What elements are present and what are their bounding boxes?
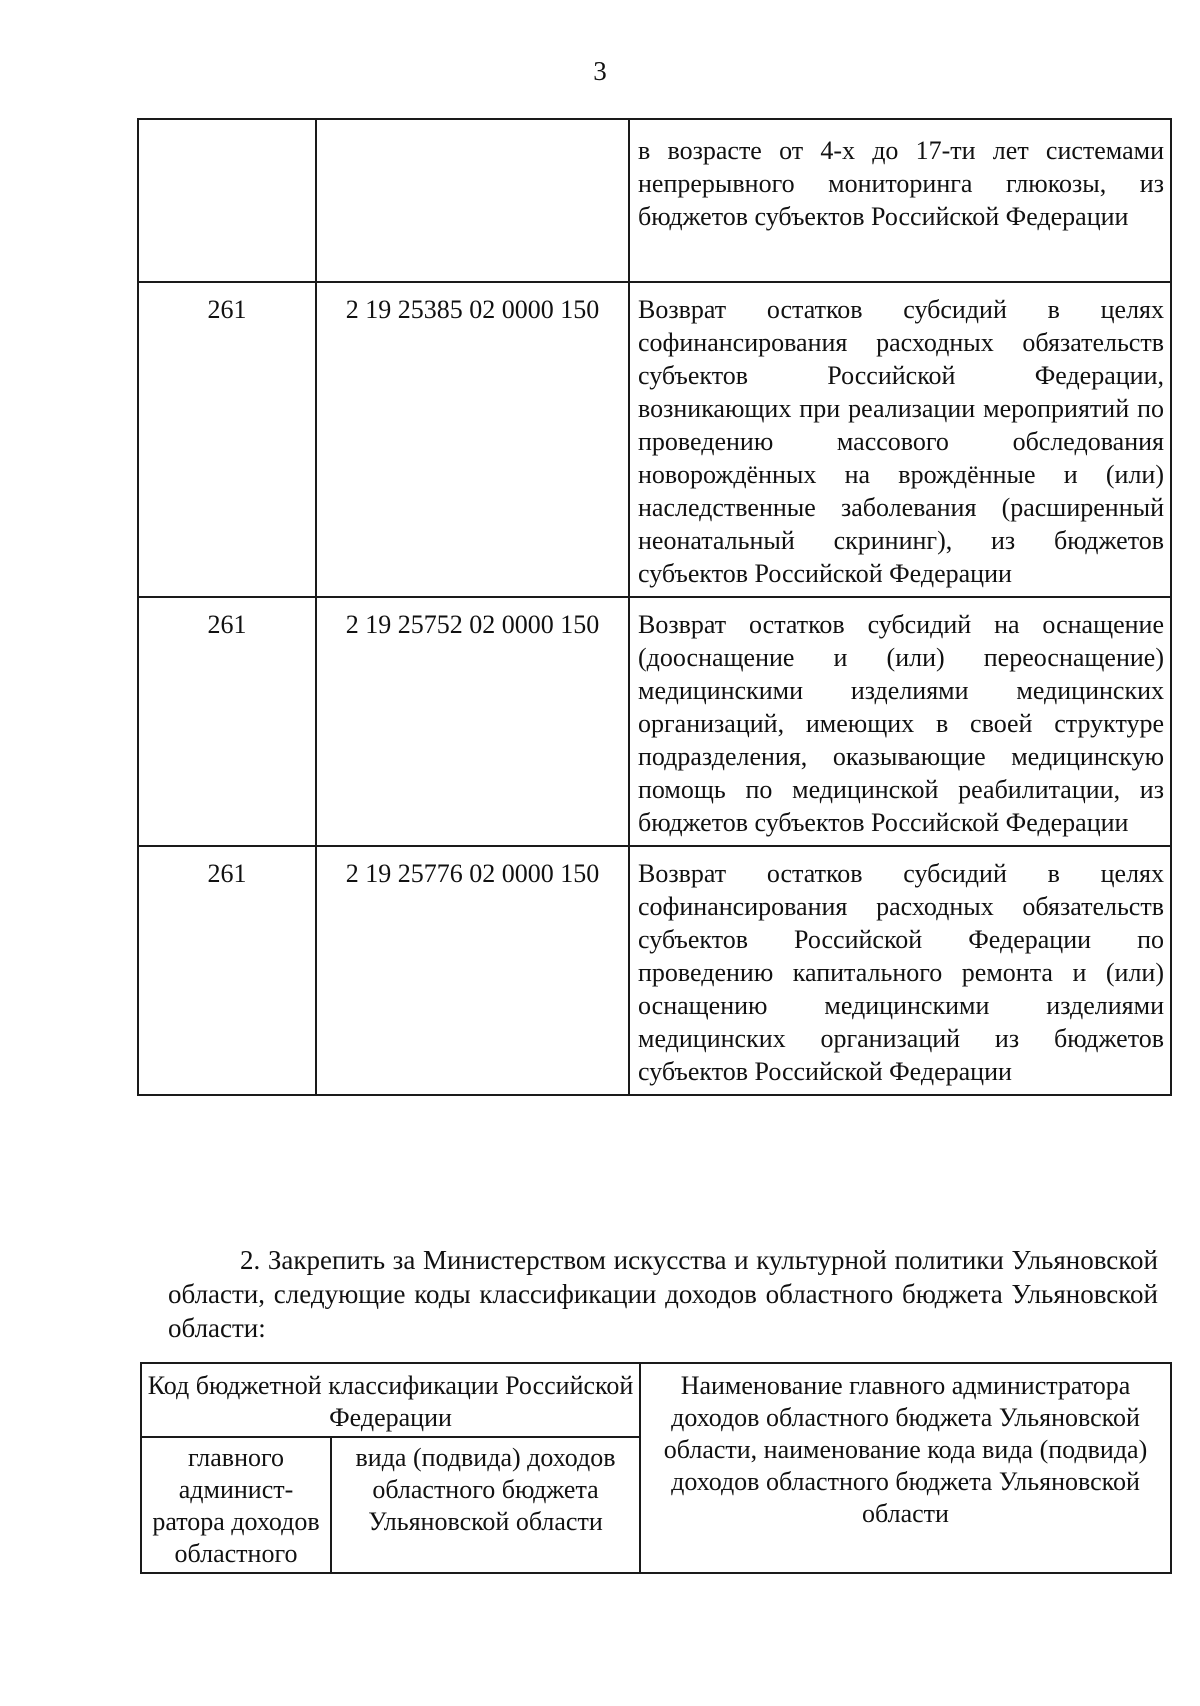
budget-code-cell: 2 19 25776 02 0000 150 [316,846,629,1095]
table-header-row [141,1363,1171,1437]
budget-code-cell: 2 19 25385 02 0000 150 [316,282,629,597]
admin-code-cell: 261 [138,597,316,846]
table-row [138,846,1171,1095]
clause-2-paragraph: 2. Закрепить за Министерством искусства и культурной политики Ульяновской области, следующие коды классификации доходов областного бюджета Ульяновской области: [168,1245,1158,1343]
table-row [138,597,1171,846]
table-row [138,282,1171,597]
admin-code-cell: 261 [138,282,316,597]
classification-header-table [140,1362,1172,1574]
budget-code-cell [316,119,629,282]
income-codes-table [137,118,1172,1096]
administrator-name-header: Наименование главного администратора доходов областного бюджета Ульяновской области, наименование кода вида (подвида) доходов областного бюджета Ульяновской области [640,1363,1171,1573]
budget-classification-header: Код бюджетной классификации Российской Федерации [141,1363,640,1437]
page-number: 3 [593,56,607,86]
admin-code-cell [138,119,316,282]
description-cell: Возврат остатков субсидий в целях софинансирования расходных обязательств субъектов Российской Федерации по проведению капитального ремонта и (или) оснащению медицинскими изделиями медицинских организаций из бюджетов субъектов Российской Федерации [629,846,1171,1095]
description-cell: Возврат остатков субсидий в целях софинансирования расходных обязательств субъектов Российской Федерации, возникающих при реализации мероприятий по проведению массового обследования новорождённых на врождённые и (или) наследственные заболевания (расширенный неонатальный скрининг), из бюджетов субъектов Российской Федерации [629,282,1171,597]
table-row [138,119,1171,282]
income-type-header: вида (подвида) доходов областного бюджета Ульяновской области [331,1437,640,1573]
chief-administrator-header: главного админист-ратора доходов областного [141,1437,331,1573]
admin-code-cell: 261 [138,846,316,1095]
budget-code-cell: 2 19 25752 02 0000 150 [316,597,629,846]
description-cell: Возврат остатков субсидий на оснащение (дооснащение и (или) переоснащение) медицинскими изделиями медицинских организаций, имеющих в своей структуре подразделения, оказывающие медицинскую помощь по медицинской реабилитации, из бюджетов субъектов Российской Федерации [629,597,1171,846]
description-cell: в возрасте от 4-х до 17-ти лет системами непрерывного мониторинга глюкозы, из бюджетов субъектов Российской Федерации [629,119,1171,282]
